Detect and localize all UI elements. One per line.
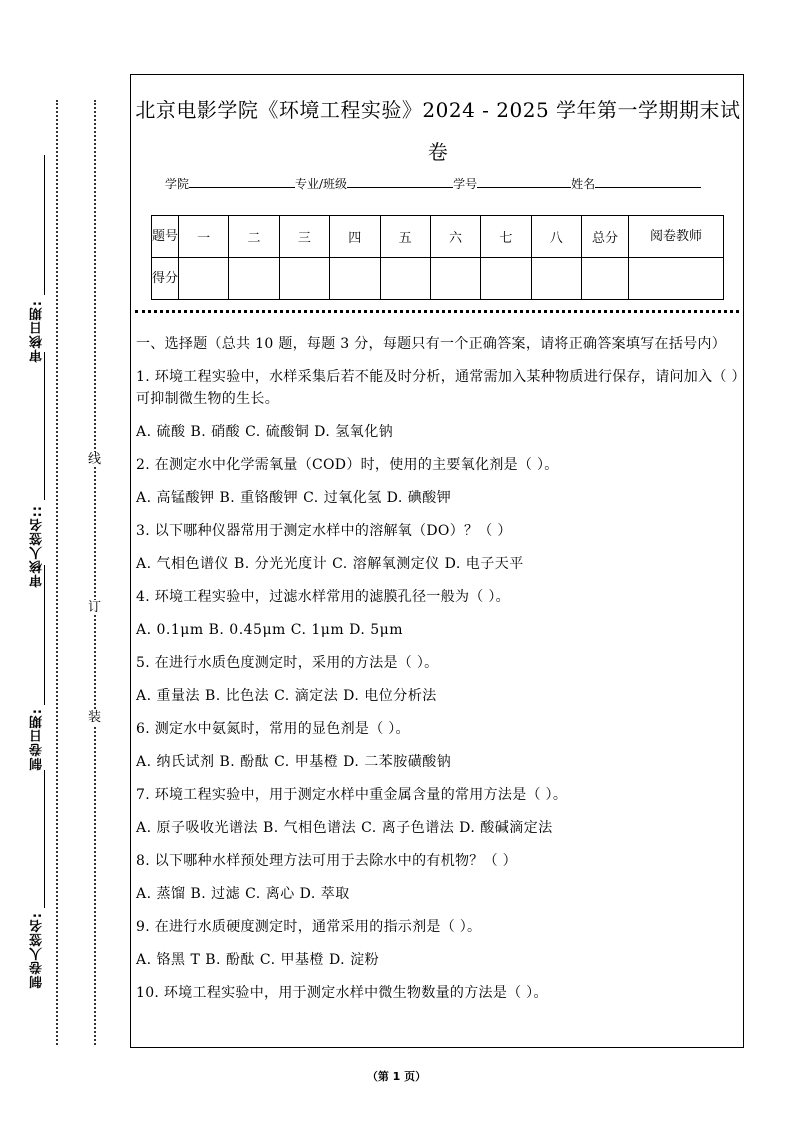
exam-title-line1: 北京电影学院《环境工程实验》2024 - 2025 学年第一学期期末试 [135,98,741,122]
major-class-blank[interactable] [347,175,453,188]
total-score-cell[interactable] [582,258,629,300]
score-cell-8[interactable] [531,258,581,300]
score-cell-6[interactable] [430,258,480,300]
question-stem: 8. 以下哪种水样预处理方法可用于去除水中的有机物？（ ） [136,853,517,869]
question-stem: 7. 环境工程实验中，用于测定水样中重金属含量的常用方法是（ ）。 [136,787,568,803]
paper-date-underline [44,565,45,705]
question-number-head: 题号 [152,216,179,258]
question-stem: 5. 在进行水质色度测定时，采用的方法是（ ）。 [136,655,439,671]
paper-maker-signature-label: 制卷人签名: [29,912,45,989]
paper-maker-signature-field [26,912,48,988]
question-options: A. 蒸馏 B. 过滤 C. 离心 D. 萃取 [136,886,350,902]
name-blank[interactable] [595,175,701,188]
question-stem: 2. 在测定水中化学需氧量（COD）时，使用的主要氧化剂是（ ）。 [136,457,559,473]
question-stem: 6. 测定水中氨氮时，常用的显色剂是（ ）。 [136,721,410,737]
question-options: A. 重量法 B. 比色法 C. 滴定法 D. 电位分析法 [136,688,437,704]
score-cell-5[interactable] [380,258,430,300]
student-id-blank[interactable] [477,175,571,188]
dotted-cut-line-outer [56,100,58,1045]
score-col-3: 三 [279,216,329,258]
score-col-2: 二 [229,216,279,258]
dotted-cut-line-inner [94,100,96,1045]
score-cell-1[interactable] [179,258,229,300]
question-stem: 9. 在进行水质硬度测定时，通常采用的指示剂是（ ）。 [136,919,482,935]
exam-title-line2: 卷 [427,140,449,164]
reviewer-signature-label: 审核人签名:: [29,505,45,588]
question-options: A. 0.1μm B. 0.45μm C. 1μm D. 5μm [136,622,404,638]
exam-title [131,89,745,173]
page-number: （第 1 页） [366,1070,427,1083]
score-col-4: 四 [330,216,380,258]
score-cell-2[interactable] [229,258,279,300]
score-cell-7[interactable] [481,258,531,300]
total-score-head: 总分 [582,216,629,258]
reviewer-signature-underline [44,352,45,500]
question-options: A. 硫酸 B. 硝酸 C. 硫酸铜 D. 氢氧化钠 [136,424,394,440]
score-table-score-row [152,258,724,300]
score-col-5: 五 [380,216,430,258]
question-content [136,333,742,1015]
score-row-head: 得分 [152,258,179,300]
binding-mark-bind: 装 [88,710,102,725]
question-options: A. 高锰酸钾 B. 重铬酸钾 C. 过氧化氢 D. 碘酸钾 [136,490,452,506]
paper-date-label: 制卷日期: [29,708,45,771]
binding-mark-staple: 订 [88,600,102,615]
score-table-header-row [152,216,724,258]
paper-maker-signature-underline [44,770,45,908]
exam-frame [130,74,744,1048]
question-stem: 1. 环境工程实验中，水样采集后若不能及时分析，通常需加入某种物质进行保存，请问加入（ ）可抑制微生物的生长。 [136,369,739,407]
question-stem: 3. 以下哪种仪器常用于测定水样中的溶解氧（DO）？（ ） [136,523,512,539]
paper-date-field [26,708,48,770]
score-col-8: 八 [531,216,581,258]
score-cell-4[interactable] [330,258,380,300]
score-cell-3[interactable] [279,258,329,300]
major-class-label: 专业/班级 [295,177,348,191]
question-options: A. 原子吸收光谱法 B. 气相色谱法 C. 离子色谱法 D. 酸碱滴定法 [136,820,553,836]
college-blank[interactable] [189,175,295,188]
question-stem: 10. 环境工程实验中，用于测定水样中微生物数量的方法是（ ）。 [136,985,548,1001]
question-options: A. 气相色谱仪 B. 分光光度计 C. 溶解氧测定仪 D. 电子天平 [136,556,524,572]
review-date-underline [44,155,45,295]
binding-mark-line: 线 [88,452,102,467]
college-label: 学院 [165,177,190,191]
score-col-6: 六 [430,216,480,258]
grader-head: 阅卷教师 [629,216,724,258]
section-separator [135,310,739,313]
question-stem: 4. 环境工程实验中，过滤水样常用的滤膜孔径一般为（ ）。 [136,589,510,605]
score-table [151,215,724,300]
name-label: 姓名 [571,177,596,191]
score-col-7: 七 [481,216,531,258]
section-heading: 一、选择题（总共 10 题，每题 3 分，每题只有一个正确答案，请将正确答案填写在括号内） [136,336,727,352]
student-id-label: 学号 [453,177,478,191]
score-col-1: 一 [179,216,229,258]
review-date-label: 审核日期: [29,300,45,363]
student-info-row [165,175,701,192]
question-options: A. 铬黑 T B. 酚酞 C. 甲基橙 D. 淀粉 [136,952,380,968]
question-options: A. 纳氏试剂 B. 酚酞 C. 甲基橙 D. 二苯胺磺酸钠 [136,754,452,770]
grader-cell[interactable] [629,258,724,300]
